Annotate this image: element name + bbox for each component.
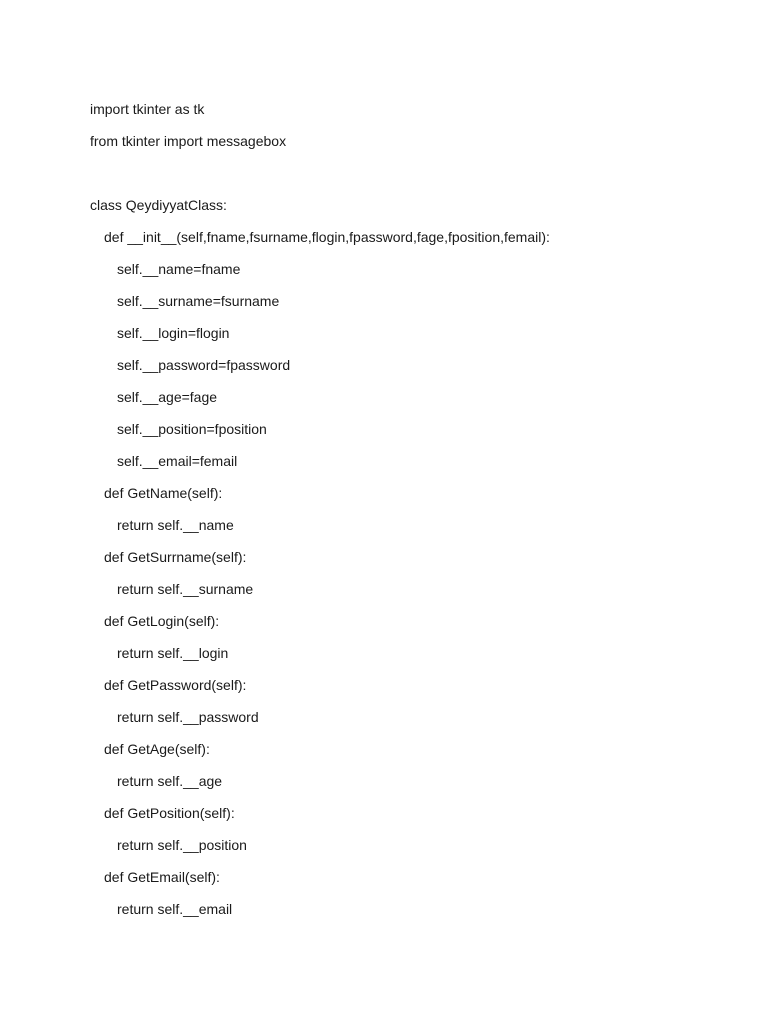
- code-line: def GetLogin(self):: [104, 613, 220, 629]
- code-line: def GetName(self):: [104, 485, 223, 501]
- code-line: return self.__age: [117, 773, 223, 789]
- code-line: return self.__login: [117, 645, 229, 661]
- code-line: def GetAge(self):: [104, 741, 210, 757]
- code-line: return self.__password: [117, 709, 259, 725]
- code-line: self.__email=femail: [117, 453, 238, 469]
- code-line: return self.__surname: [117, 581, 254, 597]
- code-line: self.__surname=fsurname: [117, 293, 280, 309]
- code-line: def GetEmail(self):: [104, 869, 220, 885]
- code-text-block: [90, 93, 730, 925]
- code-line: return self.__position: [117, 837, 247, 853]
- code-line: def GetPassword(self):: [104, 677, 247, 693]
- code-line: def GetPosition(self):: [104, 805, 235, 821]
- blank-line: [90, 157, 730, 189]
- code-line: self.__age=fage: [117, 389, 218, 405]
- code-line: def __init__(self,fname,fsurname,flogin,fpassword,fage,fposition,femail):: [104, 229, 550, 245]
- code-line: self.__password=fpassword: [117, 357, 291, 373]
- code-line: class QeydiyyatClass:: [90, 197, 227, 213]
- code-line: self.__position=fposition: [117, 421, 267, 437]
- code-line: return self.__email: [117, 901, 233, 917]
- code-line: from tkinter import messagebox: [90, 133, 287, 149]
- code-line: import tkinter as tk: [90, 101, 205, 117]
- code-line: self.__name=fname: [117, 261, 241, 277]
- code-line: self.__login=flogin: [117, 325, 230, 341]
- code-line: def GetSurrname(self):: [104, 549, 247, 565]
- code-line: return self.__name: [117, 517, 234, 533]
